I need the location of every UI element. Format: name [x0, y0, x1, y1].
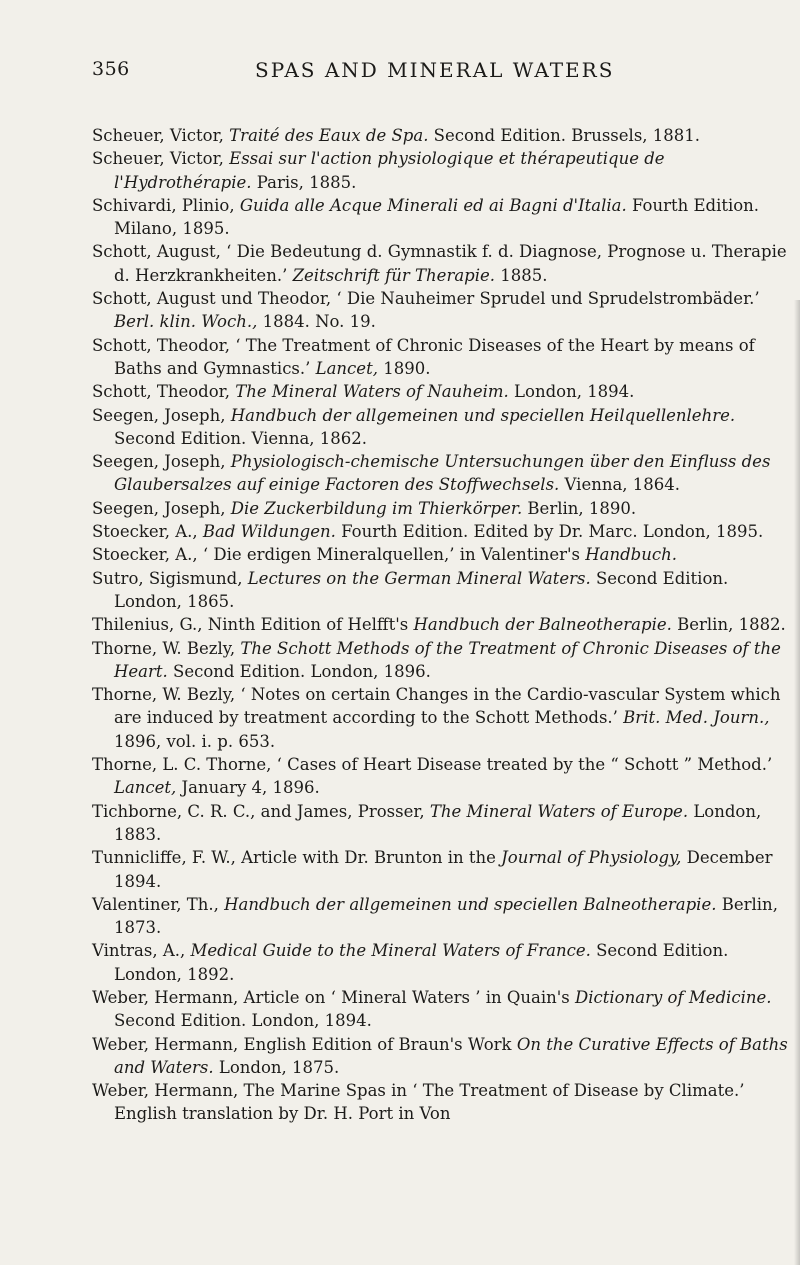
bibliography-entry: Tunnicliffe, F. W., Article with Dr. Brunton in the Journal of Physiology, December 1894. [92, 848, 773, 891]
bibliography-entry: Schott, August, ‘ Die Bedeutung d. Gymnastik f. d. Diagnose, Prognose u. Therapie d. Herzkrankheiten.’ Zeitschrift für Therapie. 1885. [92, 242, 787, 285]
bibliography-entry: Thorne, W. Bezly, ‘ Notes on certain Changes in the Cardio-vascular System which are induced by treatment according to the Schott Methods.’ Brit. Med. Journ., 1896, vol. i. p. 653. [92, 685, 781, 751]
bibliography-list [92, 124, 792, 1126]
bibliography-entry: Valentiner, Th., Handbuch der allgemeinen und speciellen Balneotherapie. Berlin, 1873. [92, 894, 778, 938]
bibliography-entry: Scheuer, Victor, Traité des Eaux de Spa. Second Edition. Brussels, 1881. [92, 126, 701, 145]
page-edge-shadow [794, 300, 800, 1265]
bibliography-entry: Schott, August und Theodor, ‘ Die Nauheimer Sprudel und Sprudelstrombäder.’ Berl. klin. Woch., 1884. No. 19. [92, 289, 760, 332]
bibliography-entry: Thorne, L. C. Thorne, ‘ Cases of Heart Disease treated by the “ Schott ” Method.’ Lancet, January 4, 1896. [92, 755, 773, 798]
bibliography-entry: Seegen, Joseph, Physiologisch-chemische Untersuchungen über den Einfluss des Glaubersalzes auf einige Factoren des Stoffwechsels. Vienna, 1864. [92, 452, 771, 495]
bibliography-entry: Weber, Hermann, Article on ‘ Mineral Waters ’ in Quain's Dictionary of Medicine. Second Edition. London, 1894. [92, 987, 772, 1031]
bibliography-entry: Thorne, W. Bezly, The Schott Methods of the Treatment of Chronic Diseases of the Heart. Second Edition. London, 1896. [92, 638, 781, 681]
bibliography-entry: Seegen, Joseph, Handbuch der allgemeinen und speciellen Heilquellenlehre. Second Edition. Vienna, 1862. [92, 405, 736, 448]
bibliography-entry: Vintras, A., Medical Guide to the Mineral Waters of France. Second Edition. London, 1892. [92, 941, 729, 984]
bibliography-entry: Stoecker, A., ‘ Die erdigen Mineralquellen,’ in Valentiner's Handbuch. [92, 545, 677, 565]
bibliography-entry: Tichborne, C. R. C., and James, Prosser, The Mineral Waters of Europe. London, 1883. [92, 801, 762, 844]
page-header [0, 58, 800, 88]
bibliography-entry: Sutro, Sigismund, Lectures on the German Mineral Waters. Second Edition. London, 1865. [92, 568, 729, 611]
bibliography-entry: Schott, Theodor, The Mineral Waters of Nauheim. London, 1894. [92, 382, 635, 402]
bibliography-entry: Seegen, Joseph, Die Zuckerbildung im Thierkörper. Berlin, 1890. [92, 498, 637, 518]
page-number: 356 [92, 58, 130, 80]
bibliography-entry: Scheuer, Victor, Essai sur l'action physiologique et thérapeutique de l'Hydrothérapie. Paris, 1885. [92, 149, 665, 192]
bibliography-entry: Schivardi, Plinio, Guida alle Acque Minerali ed ai Bagni d'Italia. Fourth Edition. Milano, 1895. [92, 195, 760, 239]
bibliography-entry: Stoecker, A., Bad Wildungen. Fourth Edition. Edited by Dr. Marc. London, 1895. [92, 522, 764, 542]
bibliography-entry: Weber, Hermann, English Edition of Braun's Work On the Curative Effects of Baths and Waters. London, 1875. [92, 1034, 788, 1077]
bibliography-entry: Weber, Hermann, The Marine Spas in ‘ The Treatment of Disease by Climate.’ English translation by Dr. H. Port in Von [92, 1081, 745, 1124]
running-head: SPAS AND MINERAL WATERS [255, 58, 615, 82]
bibliography-entry: Schott, Theodor, ‘ The Treatment of Chronic Diseases of the Heart by means of Baths and Gymnastics.’ Lancet, 1890. [92, 335, 755, 378]
bibliography-entry: Thilenius, G., Ninth Edition of Helfft's Handbuch der Balneotherapie. Berlin, 1882. [92, 615, 786, 635]
